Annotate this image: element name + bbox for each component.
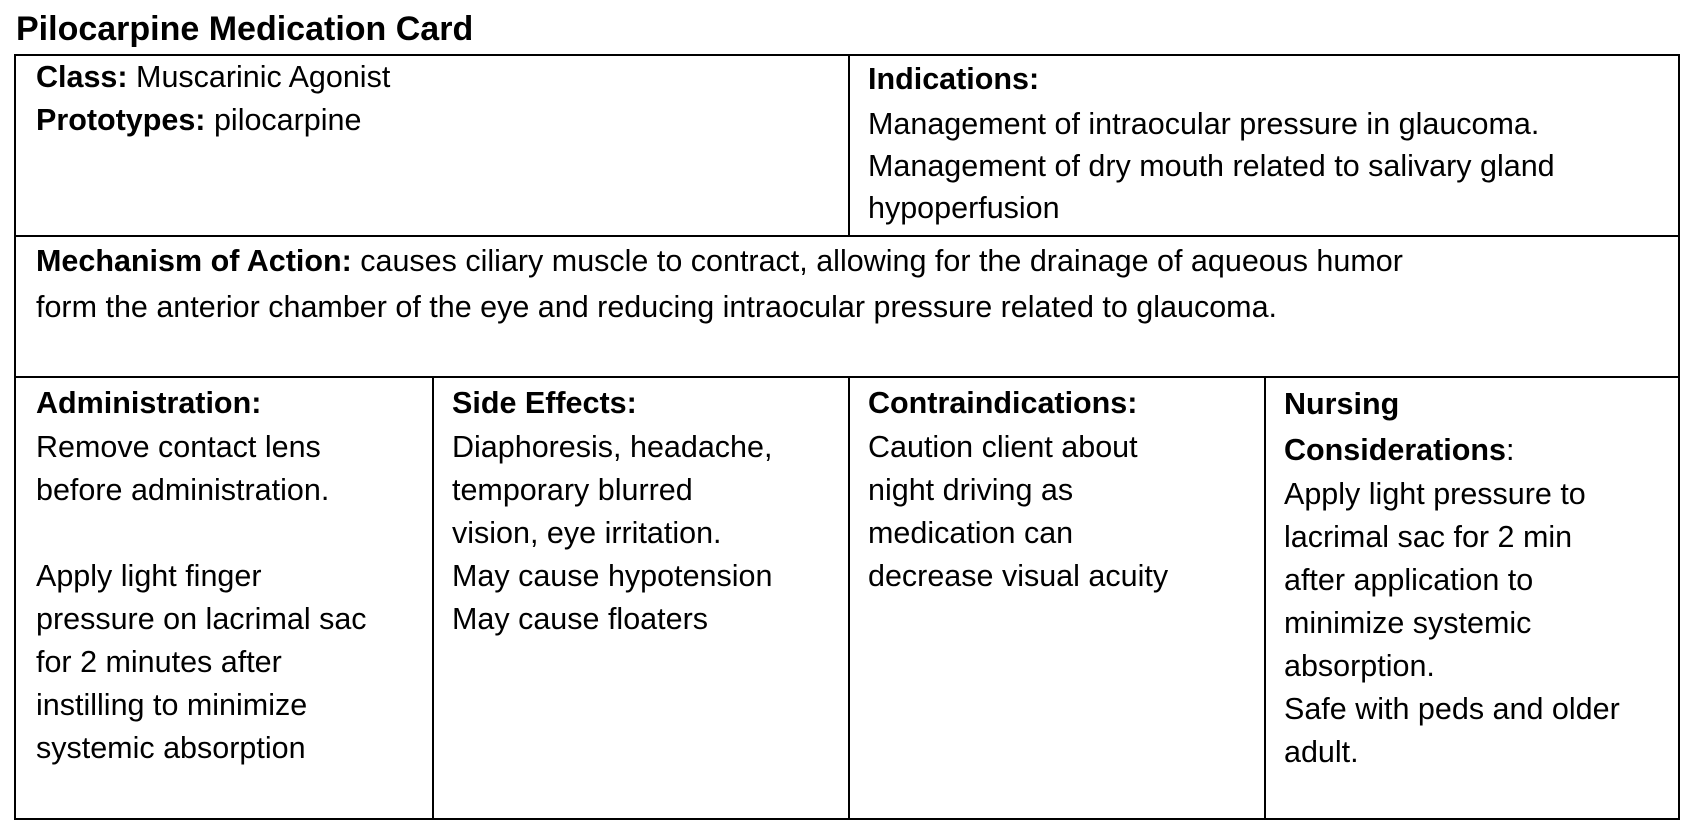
side-effects-cell (452, 381, 844, 821)
divider-top-middle (848, 56, 850, 235)
nursing-line-2: lacrimal sac for 2 min (1284, 520, 1573, 554)
mechanism-text-2: form the anterior chamber of the eye and reducing intraocular pressure related to glaucoma. (36, 290, 1278, 324)
class-label: Class: (36, 60, 128, 94)
prototypes-row (36, 99, 836, 142)
nursing-label-1: Nursing (1284, 387, 1400, 421)
nursing-label-row-2 (1284, 427, 1676, 473)
contraindications-line-2: night driving as (868, 473, 1074, 507)
mechanism-label: Mechanism of Action: (36, 244, 352, 278)
prototypes-value: pilocarpine (213, 103, 362, 137)
nursing-line-6: Safe with peds and older (1284, 692, 1620, 726)
nursing-line-5: absorption. (1284, 649, 1435, 683)
nursing-line-7: adult. (1284, 735, 1359, 769)
nursing-line-1: Apply light pressure to (1284, 477, 1586, 511)
administration-line-3 (36, 512, 428, 555)
contraindications-line-4: decrease visual acuity (868, 559, 1169, 593)
mechanism-row-1 (36, 238, 1666, 284)
indications-line-1: Management of intraocular pressure in glaucoma. (868, 107, 1540, 141)
prototypes-label: Prototypes: (36, 103, 206, 137)
mechanism-cell (36, 238, 1666, 376)
indications-line-2: Management of dry mouth related to salivary gland (868, 149, 1555, 183)
administration-line-7: instilling to minimize (36, 688, 308, 722)
side-effects-line-2: temporary blurred (452, 473, 693, 507)
indications-line-3: hypoperfusion (868, 191, 1060, 225)
divider-row2 (16, 376, 1678, 378)
administration-line-2: before administration. (36, 473, 330, 507)
administration-line-6: for 2 minutes after (36, 645, 282, 679)
divider-bottom-2 (848, 376, 850, 818)
nursing-label-2: Considerations (1284, 433, 1507, 467)
side-effects-line-3: vision, eye irritation. (452, 516, 722, 550)
indications-cell (868, 56, 1678, 235)
nursing-line-4: minimize systemic (1284, 606, 1532, 640)
mechanism-text-1: causes ciliary muscle to contract, allowing for the drainage of aqueous humor (360, 244, 1403, 278)
administration-label: Administration: (36, 386, 262, 420)
administration-line-5: pressure on lacrimal sac (36, 602, 367, 636)
side-effects-line-1: Diaphoresis, headache, (452, 430, 773, 464)
side-effects-line-4: May cause hypotension (452, 559, 773, 593)
side-effects-line-5: May cause floaters (452, 602, 708, 636)
administration-line-4: Apply light finger (36, 559, 262, 593)
contraindications-line-3: medication can (868, 516, 1074, 550)
medication-card-table (14, 54, 1680, 820)
class-value: Muscarinic Agonist (136, 60, 391, 94)
nursing-line-3: after application to (1284, 563, 1534, 597)
contraindications-cell (868, 381, 1260, 821)
indications-label: Indications: (868, 62, 1040, 96)
contraindications-line-1: Caution client about (868, 430, 1138, 464)
side-effects-label: Side Effects: (452, 386, 637, 420)
contraindications-label: Contraindications: (868, 386, 1138, 420)
divider-bottom-1 (432, 376, 434, 818)
nursing-cell (1284, 381, 1676, 821)
nursing-label-suffix: : (1506, 433, 1515, 467)
page-title: Pilocarpine Medication Card (16, 10, 474, 48)
class-row (36, 56, 836, 99)
class-cell (36, 56, 836, 235)
divider-bottom-3 (1264, 376, 1266, 818)
divider-row1 (16, 235, 1678, 237)
administration-line-8: systemic absorption (36, 731, 306, 765)
administration-cell (36, 381, 428, 821)
administration-line-1: Remove contact lens (36, 430, 321, 464)
